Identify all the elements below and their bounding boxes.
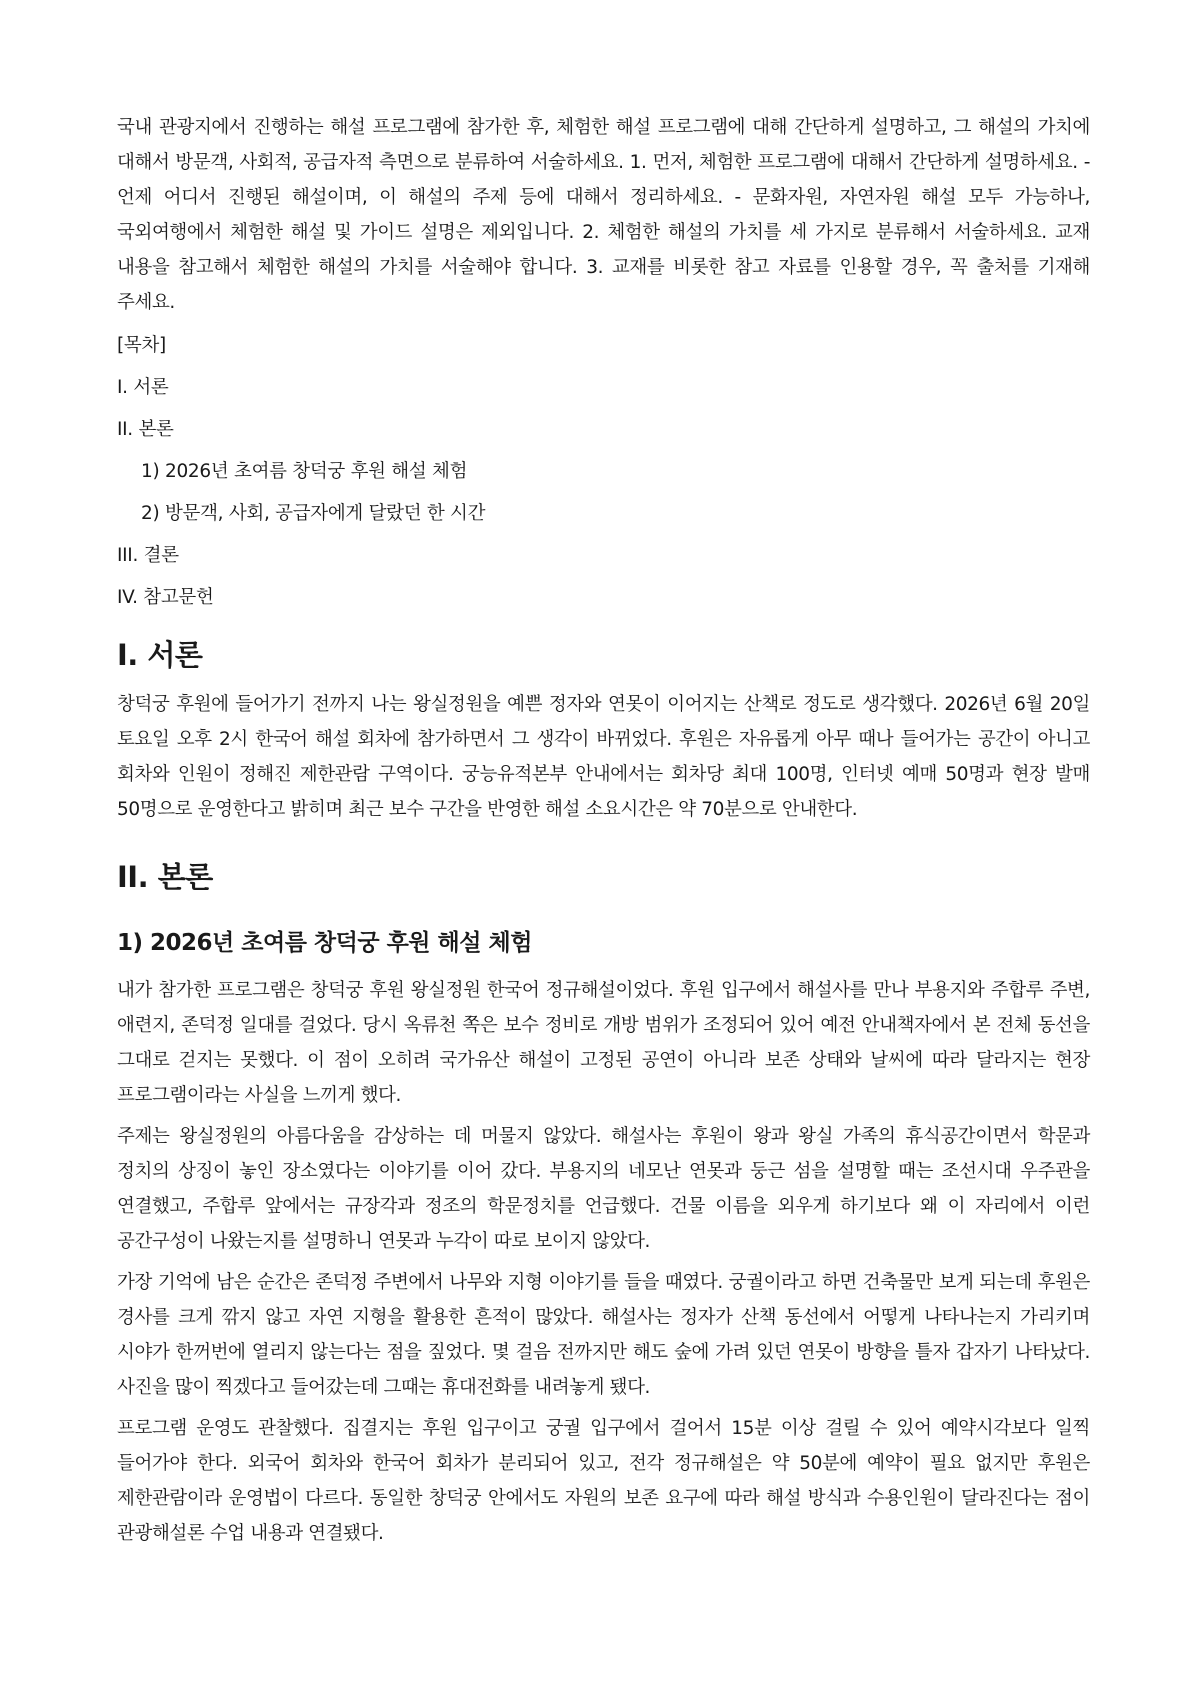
section-heading-introduction: I. 서론: [117, 638, 203, 672]
toc-item: II. 본론: [117, 419, 174, 440]
assignment-prompt: 국내 관광지에서 진행하는 해설 프로그램에 참가한 후, 체험한 해설 프로그램에 대해 간단하게 설명하고, 그 해설의 가치에 대해서 방문객, 사회적, 공급자적 측면으로 분류하여 서술하세요. 1. 먼저, 체험한 프로그램에 대해서 간단하게 설명하세요. - 언제 어디서 진행된 해설이며, 이 해설의 주제 등에 대해서 정리하세요. - 문화자원, 자연자원 해설 모두 가능하나, 국외여행에서 체험한 해설 및 가이드 설명은 제외입니다. 2. 체험한 해설의 가치를 세 가지로 분류해서 서술하세요. 교재 내용을 참고해서 체험한 해설의 가치를 서술해야 합니다. 3. 교재를 비롯한 참고 자료를 인용할 경우, 꼭 출처를 기재해 주세요.: [117, 117, 1090, 313]
toc-subitem: 2) 방문객, 사회, 공급자에게 달랐던 한 시간: [141, 503, 486, 524]
toc-item: I. 서론: [117, 377, 169, 398]
toc-heading: [목차]: [117, 335, 166, 356]
toc-item: IV. 참고문헌: [117, 587, 214, 608]
toc-item: III. 결론: [117, 545, 179, 566]
body-paragraph: 가장 기억에 남은 순간은 존덕정 주변에서 나무와 지형 이야기를 들을 때였다. 궁궐이라고 하면 건축물만 보게 되는데 후원은 경사를 크게 깎지 않고 자연 지형을 활용한 흔적이 많았다. 해설사는 정자가 산책 동선에서 어떻게 나타나는지 가리키며 시야가 한꺼번에 열리지 않는다는 점을 짚었다. 몇 걸음 전까지만 해도 숲에 가려 있던 연못이 방향을 틀자 갑자기 나타났다. 사진을 많이 찍겠다고 들어갔는데 그때는 휴대전화를 내려놓게 됐다.: [117, 1272, 1090, 1398]
toc-subitem: 1) 2026년 초여름 창덕궁 후원 해설 체험: [141, 461, 468, 482]
table-of-contents: [117, 328, 1090, 615]
section-heading-main-body: II. 본론: [117, 860, 213, 894]
subsection-heading: 1) 2026년 초여름 창덕궁 후원 해설 체험: [117, 930, 532, 956]
body-paragraph: 프로그램 운영도 관찰했다. 집결지는 후원 입구이고 궁궐 입구에서 걸어서 15분 이상 걸릴 수 있어 예약시각보다 일찍 들어가야 한다. 외국어 회차와 한국어 회차가 분리되어 있고, 전각 정규해설은 약 50분에 예약이 필요 없지만 후원은 제한관람이라 운영법이 다르다. 동일한 창덕궁 안에서도 자원의 보존 요구에 따라 해설 방식과 수용인원이 달라진다는 점이 관광해설론 수업 내용과 연결됐다.: [117, 1418, 1090, 1544]
body-paragraph: 창덕궁 후원에 들어가기 전까지 나는 왕실정원을 예쁜 정자와 연못이 이어지는 산책로 정도로 생각했다. 2026년 6월 20일 토요일 오후 2시 한국어 해설 회차에 참가하면서 그 생각이 바뀌었다. 후원은 자유롭게 아무 때나 들어가는 공간이 아니고 회차와 인원이 정해진 제한관람 구역이다. 궁능유적본부 안내에서는 회차당 최대 100명, 인터넷 예매 50명과 현장 발매 50명으로 운영한다고 밝히며 최근 보수 구간을 반영한 해설 소요시간은 약 70분으로 안내한다.: [117, 694, 1090, 820]
body-paragraph: 주제는 왕실정원의 아름다움을 감상하는 데 머물지 않았다. 해설사는 후원이 왕과 왕실 가족의 휴식공간이면서 학문과 정치의 상징이 놓인 장소였다는 이야기를 이어 갔다. 부용지의 네모난 연못과 둥근 섬을 설명할 때는 조선시대 우주관을 연결했고, 주합루 앞에서는 규장각과 정조의 학문정치를 언급했다. 건물 이름을 외우게 하기보다 왜 이 자리에서 이런 공간구성이 나왔는지를 설명하니 연못과 누각이 따로 보이지 않았다.: [117, 1126, 1090, 1252]
body-paragraph: 내가 참가한 프로그램은 창덕궁 후원 왕실정원 한국어 정규해설이었다. 후원 입구에서 해설사를 만나 부용지와 주합루 주변, 애련지, 존덕정 일대를 걸었다. 당시 옥류천 쪽은 보수 정비로 개방 범위가 조정되어 있어 예전 안내책자에서 본 전체 동선을 그대로 걷지는 못했다. 이 점이 오히려 국가유산 해설이 고정된 공연이 아니라 보존 상태와 날씨에 따라 달라지는 현장 프로그램이라는 사실을 느끼게 했다.: [117, 980, 1090, 1106]
